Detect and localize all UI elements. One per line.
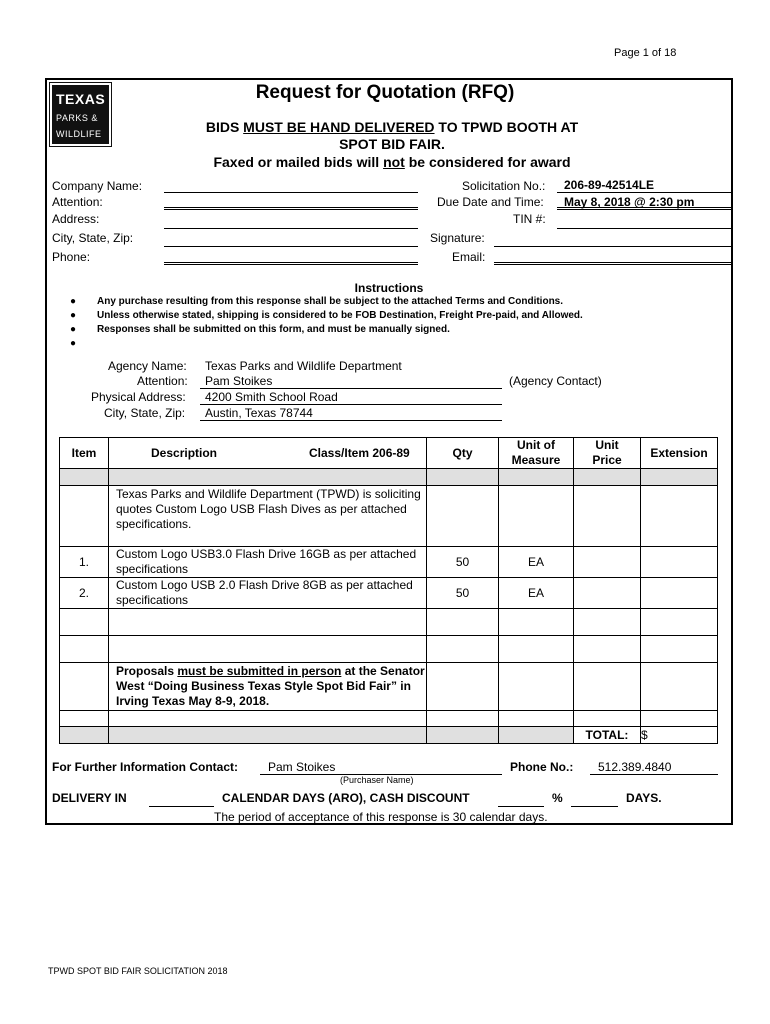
table-row bbox=[60, 486, 718, 547]
instruction-item: Any purchase resulting from this response shall be subject to the attached Terms and Conditions. bbox=[97, 296, 564, 307]
contact-phone-line bbox=[590, 774, 718, 775]
agency-address: 4200 Smith School Road bbox=[205, 390, 338, 404]
solicitation-no-line bbox=[557, 192, 732, 193]
agency-city-label: City, State, Zip: bbox=[104, 406, 186, 420]
header-extension: Extension bbox=[641, 438, 718, 469]
solicitation-no-label: Solicitation No.: bbox=[462, 179, 546, 193]
discount-days-field[interactable] bbox=[571, 806, 618, 807]
agency-attention: Pam Stoikes bbox=[205, 374, 273, 388]
percent-label: % bbox=[552, 791, 563, 805]
city-state-zip-field[interactable] bbox=[164, 246, 418, 247]
address-label: Address: bbox=[52, 212, 100, 226]
agency-attention-label: Attention: bbox=[137, 374, 188, 388]
logo-line-2: PARKS & bbox=[56, 113, 98, 123]
row-unit-price[interactable] bbox=[574, 578, 641, 609]
contact-phone-label: Phone No.: bbox=[510, 760, 574, 774]
agency-name-label: Agency Name: bbox=[108, 359, 187, 373]
header-item: Item bbox=[60, 438, 109, 469]
row-unit: EA bbox=[499, 547, 574, 578]
company-name-label: Company Name: bbox=[52, 179, 143, 193]
email-label: Email: bbox=[452, 250, 486, 264]
table-row bbox=[60, 469, 718, 486]
instructions-title: Instructions bbox=[354, 281, 424, 295]
agency-address-line bbox=[200, 404, 502, 405]
row-item-number: 2. bbox=[60, 578, 109, 609]
row-description: Custom Logo USB3.0 Flash Drive 16GB as per attached specifications bbox=[109, 547, 427, 578]
logo-line-3: WILDLIFE bbox=[56, 129, 102, 139]
page-footer: TPWD SPOT BID FAIR SOLICITATION 2018 bbox=[48, 966, 228, 976]
bullet-icon: ● bbox=[70, 338, 77, 349]
total-value[interactable]: $ bbox=[641, 727, 718, 744]
logo-line-1: TEXAS bbox=[56, 91, 106, 107]
due-date-line bbox=[557, 207, 732, 210]
header-description bbox=[109, 438, 427, 469]
delivery-label: DELIVERY IN bbox=[52, 791, 127, 805]
page-title: Request for Quotation (RFQ) bbox=[255, 82, 515, 103]
notice-line-1: BIDS MUST BE HAND DELIVERED TO TPWD BOOTH AT bbox=[205, 119, 579, 135]
bullet-icon: ● bbox=[70, 296, 77, 307]
agency-city: Austin, Texas 78744 bbox=[205, 406, 313, 420]
table-row bbox=[60, 609, 718, 636]
row-qty: 50 bbox=[427, 547, 499, 578]
intro-description: Texas Parks and Wildlife Department (TPWD) is soliciting quotes Custom Logo USB Flash Dives as per attached specifications. bbox=[109, 486, 427, 547]
table-row bbox=[60, 636, 718, 663]
contact-phone: 512.389.4840 bbox=[598, 760, 672, 774]
tin-field[interactable] bbox=[557, 228, 732, 229]
agency-city-line bbox=[200, 420, 502, 421]
header-description-label: Description bbox=[151, 446, 218, 460]
tin-label: TIN #: bbox=[513, 212, 546, 226]
row-extension[interactable] bbox=[641, 547, 718, 578]
discount-percent-field[interactable] bbox=[498, 806, 544, 807]
row-unit: EA bbox=[499, 578, 574, 609]
contact-name: Pam Stoikes bbox=[268, 760, 336, 774]
header-unit-measure: Unit of Measure bbox=[499, 438, 574, 469]
attention-field[interactable] bbox=[164, 207, 418, 210]
page-number: Page 1 of 18 bbox=[614, 47, 677, 59]
row-unit-price[interactable] bbox=[574, 547, 641, 578]
delivery-middle-label: CALENDAR DAYS (ARO), CASH DISCOUNT bbox=[222, 791, 470, 805]
days-label: DAYS. bbox=[626, 791, 662, 805]
table-row bbox=[60, 578, 718, 609]
agency-address-label: Physical Address: bbox=[91, 390, 186, 404]
phone-label: Phone: bbox=[52, 250, 91, 264]
signature-label: Signature: bbox=[430, 231, 485, 245]
address-field[interactable] bbox=[164, 228, 418, 229]
notice-line-3: Faxed or mailed bids will not be considered for award bbox=[213, 154, 571, 170]
total-row bbox=[60, 727, 718, 744]
agency-contact-note: (Agency Contact) bbox=[509, 374, 602, 388]
due-date-label: Due Date and Time: bbox=[437, 195, 544, 209]
instruction-item: Responses shall be submitted on this form, and must be manually signed. bbox=[97, 324, 450, 335]
header-qty: Qty bbox=[427, 438, 499, 469]
purchaser-caption: (Purchaser Name) bbox=[340, 775, 414, 785]
table-row bbox=[60, 663, 718, 711]
row-description: Custom Logo USB 2.0 Flash Drive 8GB as per attached specifications bbox=[109, 578, 427, 609]
total-label: TOTAL: bbox=[574, 727, 641, 744]
email-field[interactable] bbox=[494, 262, 732, 265]
row-extension[interactable] bbox=[641, 578, 718, 609]
table-row bbox=[60, 711, 718, 727]
bullet-icon: ● bbox=[70, 310, 77, 321]
bullet-icon: ● bbox=[70, 324, 77, 335]
proposal-note: Proposals must be submitted in person at the Senator West “Doing Business Texas Style Spot Bid Fair” in Irving Texas May 8-9, 2018. bbox=[109, 663, 427, 711]
contact-label: For Further Information Contact: bbox=[52, 760, 238, 774]
agency-attention-line bbox=[200, 388, 502, 389]
table-header-row bbox=[60, 438, 718, 469]
signature-field[interactable] bbox=[494, 246, 732, 247]
delivery-days-field[interactable] bbox=[149, 806, 214, 807]
solicitation-no-value: 206-89-42514LE bbox=[564, 178, 655, 192]
header-class-item: Class/Item 206-89 bbox=[309, 446, 410, 460]
row-item-number: 1. bbox=[60, 547, 109, 578]
city-state-zip-label: City, State, Zip: bbox=[52, 231, 134, 245]
attention-label: Attention: bbox=[52, 195, 103, 209]
instruction-item: Unless otherwise stated, shipping is considered to be FOB Destination, Freight Pre-paid, and Allowed. bbox=[97, 310, 583, 321]
due-date-value: May 8, 2018 @ 2:30 pm bbox=[564, 195, 695, 209]
company-name-field[interactable] bbox=[164, 192, 418, 193]
notice-line-2: SPOT BID FAIR. bbox=[339, 136, 445, 152]
acceptance-note: The period of acceptance of this response is 30 calendar days. bbox=[214, 810, 548, 824]
agency-name: Texas Parks and Wildlife Department bbox=[205, 359, 402, 373]
phone-field[interactable] bbox=[164, 262, 418, 265]
header-unit-price: Unit Price bbox=[574, 438, 641, 469]
items-table bbox=[59, 437, 718, 744]
row-qty: 50 bbox=[427, 578, 499, 609]
table-row bbox=[60, 547, 718, 578]
